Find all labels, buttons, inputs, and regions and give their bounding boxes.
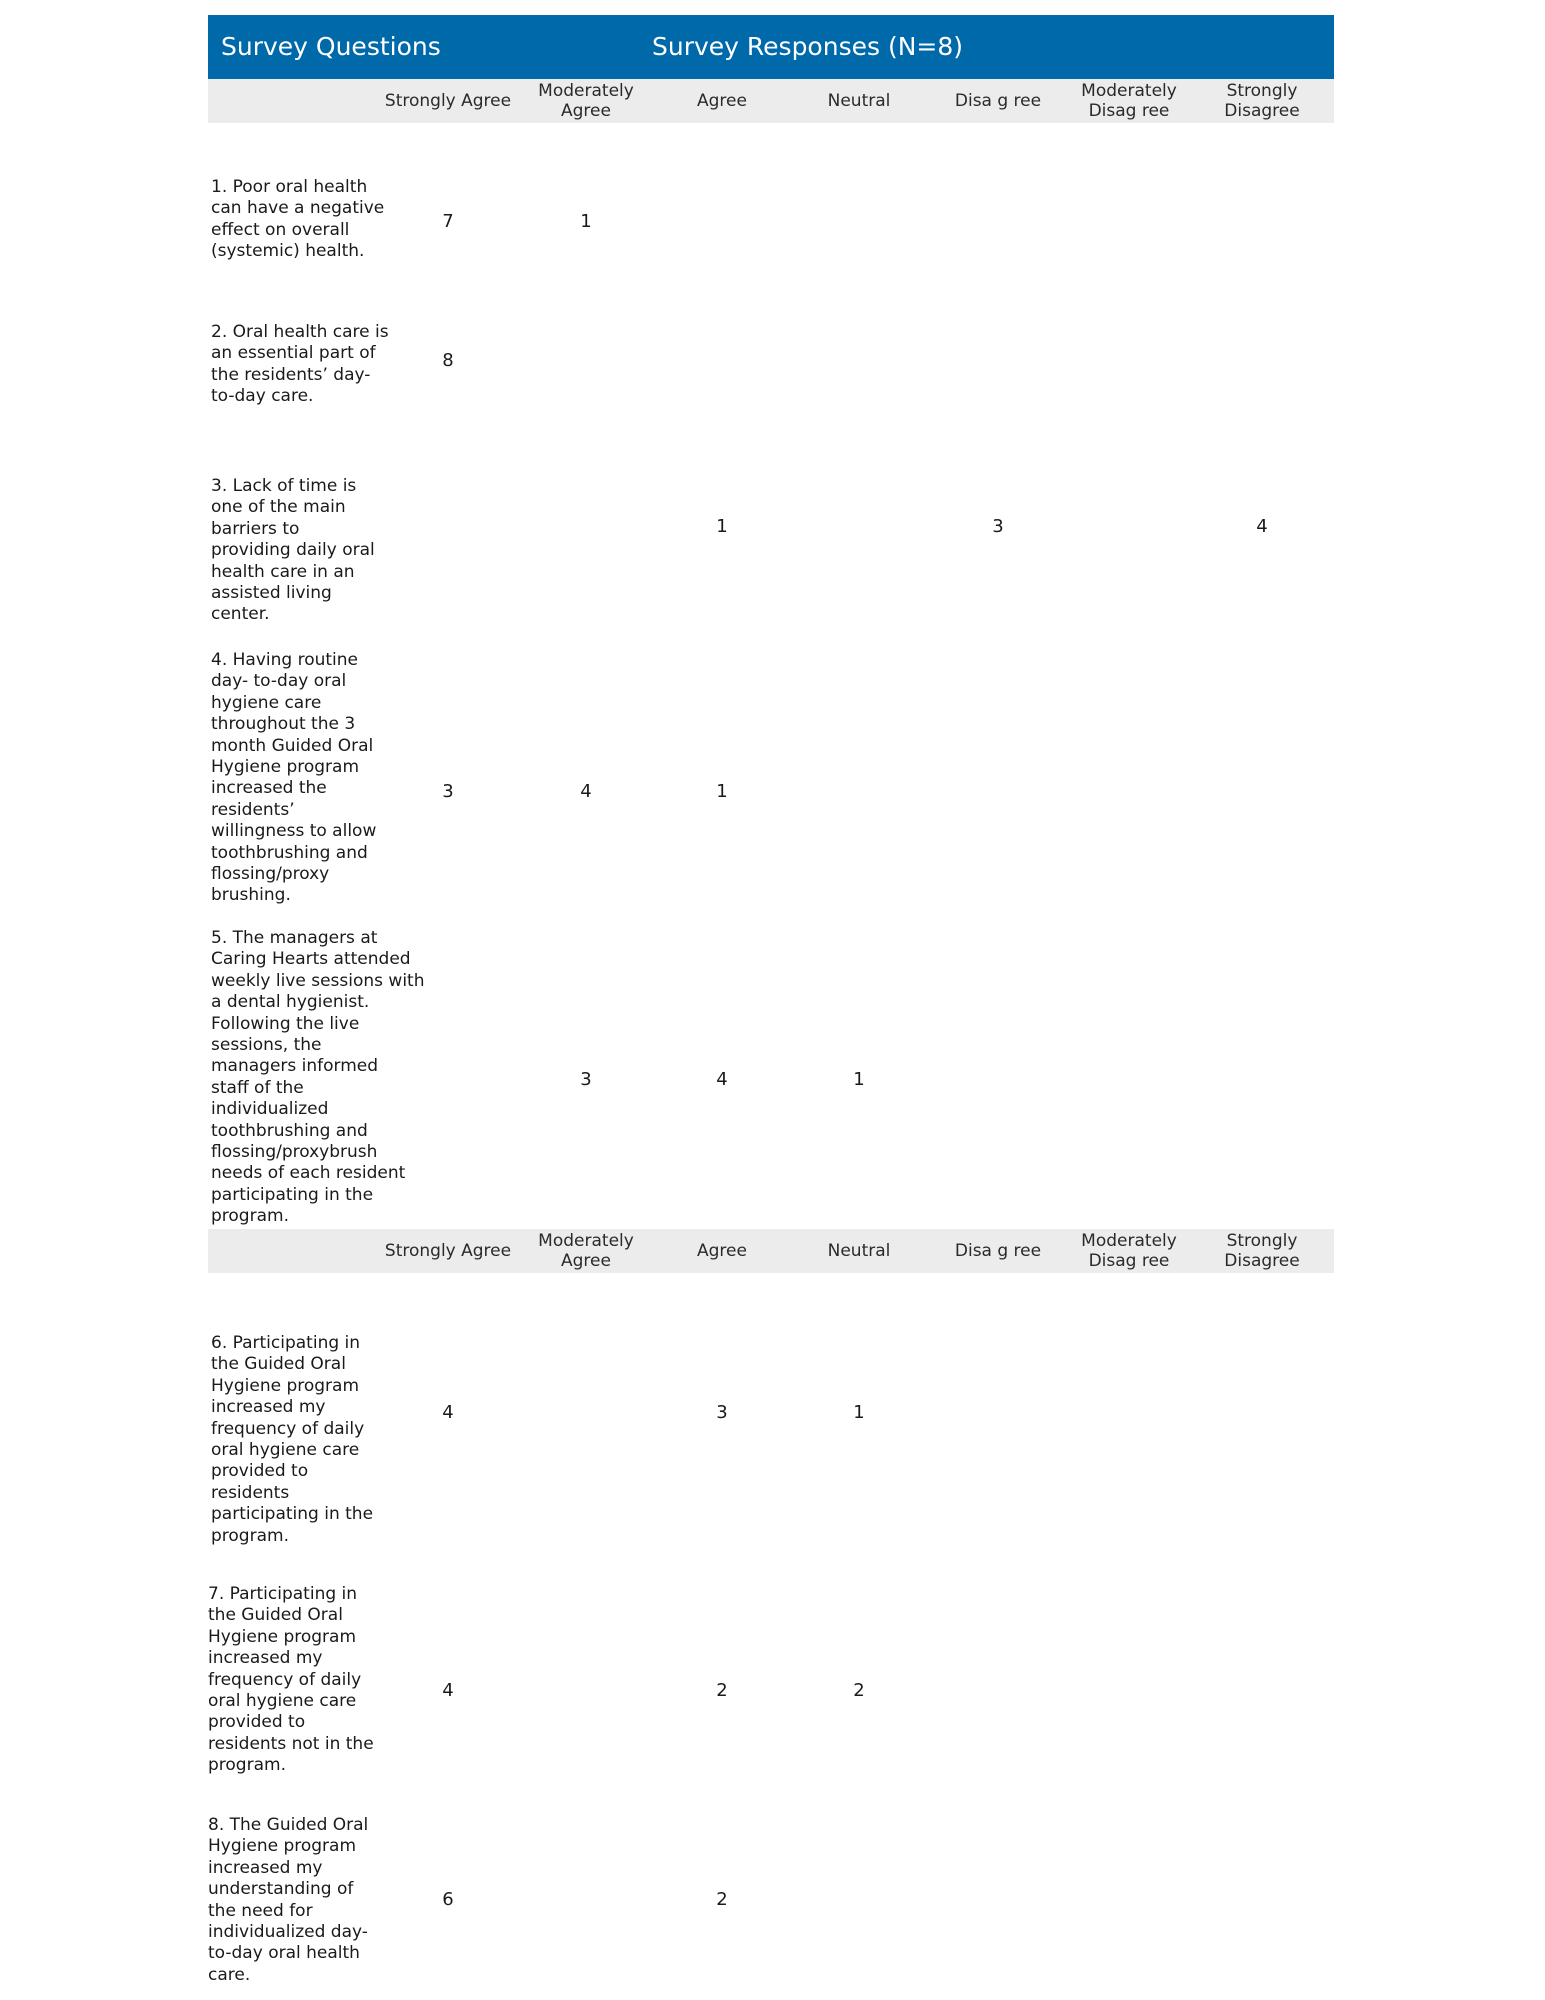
survey-question: 2. Oral health care is an essential part of the residents’ day- to-day care. [211, 322, 389, 407]
response-count: 3 [442, 781, 454, 802]
column-header: Neutral [827, 1241, 891, 1261]
column-header: Agree [697, 1241, 747, 1261]
response-count: 4 [580, 781, 592, 802]
response-count: 1 [853, 1402, 865, 1423]
response-count: 1 [580, 211, 592, 232]
column-header: Agree [697, 91, 747, 111]
response-count: 3 [580, 1069, 592, 1090]
column-header: Strongly Disagree [1224, 1231, 1300, 1271]
response-count: 7 [442, 211, 454, 232]
column-header: Moderately Agree [538, 1231, 634, 1271]
response-count: 2 [853, 1680, 865, 1701]
response-count: 4 [442, 1680, 454, 1701]
response-count: 8 [442, 350, 454, 371]
column-header: Disa g ree [954, 91, 1042, 111]
survey-responses-heading: Survey Responses (N=8) [652, 32, 964, 61]
column-header: Strongly Disagree [1224, 81, 1300, 121]
column-header: Disa g ree [954, 1241, 1042, 1261]
response-count: 1 [716, 516, 728, 537]
survey-question: 6. Participating in the Guided Oral Hygiene program increased my frequency of daily oral hygiene care provided to residents participating in the program. [211, 1333, 374, 1546]
column-header-row [208, 79, 1334, 123]
survey-question: 7. Participating in the Guided Oral Hygiene program increased my frequency of daily oral hygiene care provided to residents not in the program. [208, 1584, 374, 1776]
response-count: 3 [992, 516, 1004, 537]
column-header: Strongly Agree [384, 1241, 512, 1261]
column-header: Neutral [827, 91, 891, 111]
column-header: Strongly Agree [384, 91, 512, 111]
survey-question: 4. Having routine day- to-day oral hygiene care throughout the 3 month Guided Oral Hygiene program increased the residents’ willingness to allow toothbrushing and flossing/proxy brushing. [211, 650, 377, 906]
column-header: Moderately Disag ree [1081, 81, 1177, 121]
response-count: 4 [716, 1069, 728, 1090]
response-count: 1 [853, 1069, 865, 1090]
table-banner [208, 15, 1334, 79]
survey-question: 5. The managers at Caring Hearts attended weekly live sessions with a dental hygienist. Following the live sessions, the managers informed staff of the individualized toothbrushing and flossing/proxybrush needs of each resident participating in the program. [211, 928, 425, 1227]
response-count: 2 [716, 1680, 728, 1701]
column-header: Moderately Agree [538, 81, 634, 121]
response-count: 2 [716, 1889, 728, 1910]
response-count: 6 [442, 1889, 454, 1910]
column-header: Moderately Disag ree [1081, 1231, 1177, 1271]
survey-question: 3. Lack of time is one of the main barriers to providing daily oral health care in an assisted living center. [211, 476, 375, 625]
response-count: 4 [1256, 516, 1268, 537]
column-header-row [208, 1229, 1334, 1273]
survey-questions-heading: Survey Questions [221, 32, 441, 61]
response-count: 1 [716, 781, 728, 802]
response-count: 3 [716, 1402, 728, 1423]
survey-question: 8. The Guided Oral Hygiene program increased my understanding of the need for individualized day- to-day oral health care. [208, 1815, 369, 1985]
response-count: 4 [442, 1402, 454, 1423]
survey-question: 1. Poor oral health can have a negative effect on overall (systemic) health. [211, 177, 385, 262]
